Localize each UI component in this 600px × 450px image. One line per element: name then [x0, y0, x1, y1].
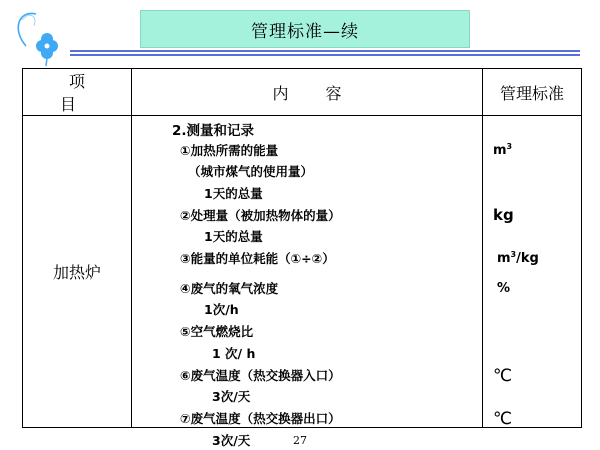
content-line: ⑥废气温度（热交换器入口） [180, 368, 341, 383]
content-line: 1天的总量 [204, 229, 263, 244]
unit-m3-per-kg: $m^3/kg$ [497, 250, 539, 266]
unit-percent: % [497, 281, 511, 296]
table-row [23, 116, 582, 428]
content-line: 1次/h [204, 302, 239, 317]
content-line: 1天的总量 [204, 186, 263, 201]
page-title: 管理标准—续 [140, 10, 470, 48]
content-line: 3次/天 [212, 389, 251, 404]
content-line: ④废气的氧气浓度 [180, 281, 279, 296]
unit-celsius: ℃ [493, 409, 513, 429]
page-number: 27 [293, 434, 307, 447]
item-cell: 加热炉 [23, 116, 132, 428]
clover-logo-icon [8, 6, 66, 68]
content-line: ⑤空气燃烧比 [180, 324, 254, 339]
header-divider-lines [70, 50, 580, 60]
content-line: ①加热所需的能量 [180, 143, 279, 158]
unit-m3: $m^3$ [493, 142, 513, 158]
table-header-row [23, 69, 582, 116]
content-line: ②处理量（被加热物体的量） [180, 208, 341, 223]
section-heading: 2.测量和记录 [172, 123, 255, 139]
unit-celsius: ℃ [493, 366, 513, 386]
standard-cell [483, 116, 582, 428]
content-line: 3次/天 [212, 433, 251, 448]
unit-kg: kg [493, 206, 514, 224]
content-line: ⑦废气温度（热交换器出口） [180, 411, 341, 426]
header-standard: 管理标准 [483, 69, 582, 116]
content-line: （城市煤气的使用量） [188, 164, 314, 179]
content-line: 1 次/ h [212, 346, 256, 361]
header-content: 内 容 [132, 69, 483, 116]
header-item: 项 目 [23, 69, 132, 116]
content-line: ③能量的单位耗能（①÷②） [180, 251, 335, 266]
